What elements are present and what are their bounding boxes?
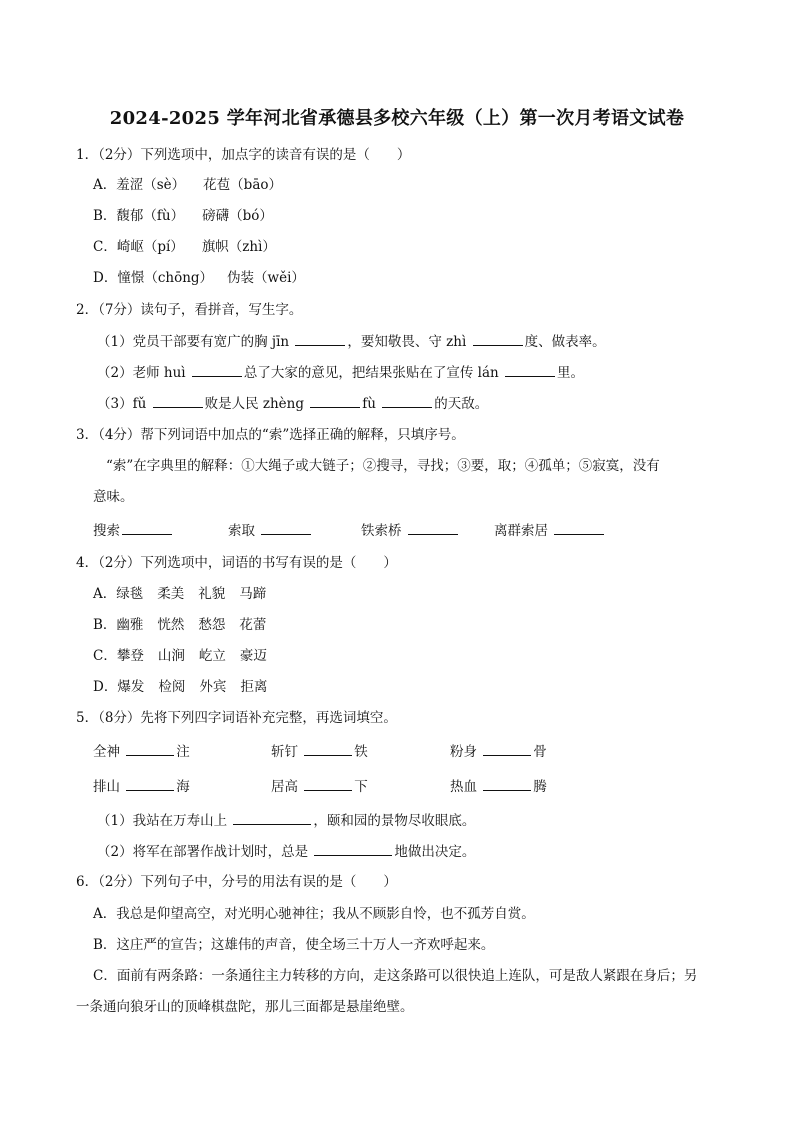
answer-blank[interactable]: [233, 811, 311, 825]
q3-explanation-cont: 意味。: [93, 489, 134, 505]
exam-title: 2024-2025 学年河北省承德县多校六年级（上）第一次月考语文试卷: [109, 108, 685, 129]
q1-option-d: D．憧憬（chōng） 伪装（wěi）: [93, 270, 305, 286]
answer-blank[interactable]: [382, 394, 432, 408]
q5-stem: 5．（8分）先将下列四字词语补充完整，再选词填空。: [76, 710, 397, 726]
q3-word-3: 铁索桥: [361, 521, 460, 540]
q5-sentence-1: （1）我站在万寿山上 ，颐和园的景物尽收眼底。: [97, 813, 476, 829]
q2-sentence-2: （2）老师 huì 总了大家的意见，把结果张贴在了宣传 lán 里。: [97, 365, 585, 381]
q6-option-c-cont: 一条通向狼牙山的顶峰棋盘陀，那儿三面都是悬崖绝壁。: [76, 999, 414, 1015]
q6-stem: 6．（2分）下列句子中，分号的用法有误的是（ ）: [76, 874, 397, 890]
answer-blank[interactable]: [126, 777, 174, 791]
q6-option-a: A．我总是仰望高空，对光明心驰神往；我从不顾影自怜，也不孤芳自赏。: [93, 906, 535, 922]
answer-blank[interactable]: [483, 777, 531, 791]
q6-option-c: C．面前有两条路：一条通往主力转移的方向，走这条路可以很快追上连队，可是敌人紧跟在身后；另: [93, 968, 698, 984]
answer-blank[interactable]: [483, 742, 531, 756]
q2-stem: 2．（7分）读句子，看拼音，写生字。: [76, 302, 303, 318]
q4-option-d: D．爆发 检阅 外宾 拒离: [93, 679, 268, 695]
q5-idiom-5: 居高 下: [271, 779, 368, 795]
q5-idiom-1: 全神 注: [93, 744, 190, 760]
q1-option-a: A．羞涩（sè） 花苞（bāo）: [93, 177, 282, 193]
q3-stem: 3．（4分）帮下列词语中加点的“索”选择正确的解释，只填序号。: [76, 427, 465, 443]
q1-stem: 1．（2分）下列选项中，加点字的读音有误的是（ ）: [76, 147, 411, 163]
answer-blank[interactable]: [126, 742, 174, 756]
answer-blank[interactable]: [122, 521, 172, 535]
q2-sentence-1: （1）党员干部要有宽广的胸 jīn ，要知敬畏、守 zhì 度、做表率。: [97, 334, 606, 350]
answer-blank[interactable]: [261, 521, 311, 535]
q5-idiom-4: 排山 海: [93, 779, 190, 795]
q3-word-2: 索取: [228, 521, 313, 540]
q4-option-b: B．幽雅 恍然 愁怨 花蕾: [93, 617, 267, 633]
answer-blank[interactable]: [473, 332, 523, 346]
answer-blank[interactable]: [554, 521, 604, 535]
q5-sentence-2: （2）将军在部署作战计划时，总是 地做出决定。: [97, 844, 476, 860]
q5-idiom-2: 斩钉 铁: [271, 744, 368, 760]
answer-blank[interactable]: [304, 742, 352, 756]
q1-option-b: B．馥郁（fù） 磅礴（bó）: [93, 208, 273, 224]
q3-explanation: “索”在字典里的解释：①大绳子或大链子；②搜寻，寻找；③要，取；④孤单；⑤寂寞，没有: [106, 458, 660, 474]
q4-stem: 4．（2分）下列选项中，词语的书写有误的是（ ）: [76, 555, 397, 571]
answer-blank[interactable]: [314, 842, 392, 856]
q5-idiom-3: 粉身 骨: [450, 744, 547, 760]
q3-word-4: 离群索居: [494, 521, 606, 540]
answer-blank[interactable]: [505, 363, 555, 377]
q2-sentence-3: （3）fǔ 败是人民 zhèng fù 的天敌。: [97, 396, 489, 412]
q5-idiom-6: 热血 腾: [450, 779, 547, 795]
q1-option-c: C．崎岖（pí） 旗帜（zhì）: [93, 239, 276, 255]
q6-option-b: B．这庄严的宣告；这雄伟的声音，使全场三十万人一齐欢呼起来。: [93, 937, 495, 953]
answer-blank[interactable]: [408, 521, 458, 535]
q4-option-c: C．攀登 山涧 屹立 豪迈: [93, 648, 267, 664]
answer-blank[interactable]: [310, 394, 360, 408]
answer-blank[interactable]: [304, 777, 352, 791]
answer-blank[interactable]: [153, 394, 203, 408]
q4-option-a: A．绿毯 柔美 礼貌 马蹄: [93, 586, 267, 602]
q3-word-1: 搜索: [93, 521, 174, 540]
answer-blank[interactable]: [192, 363, 242, 377]
answer-blank[interactable]: [295, 332, 345, 346]
